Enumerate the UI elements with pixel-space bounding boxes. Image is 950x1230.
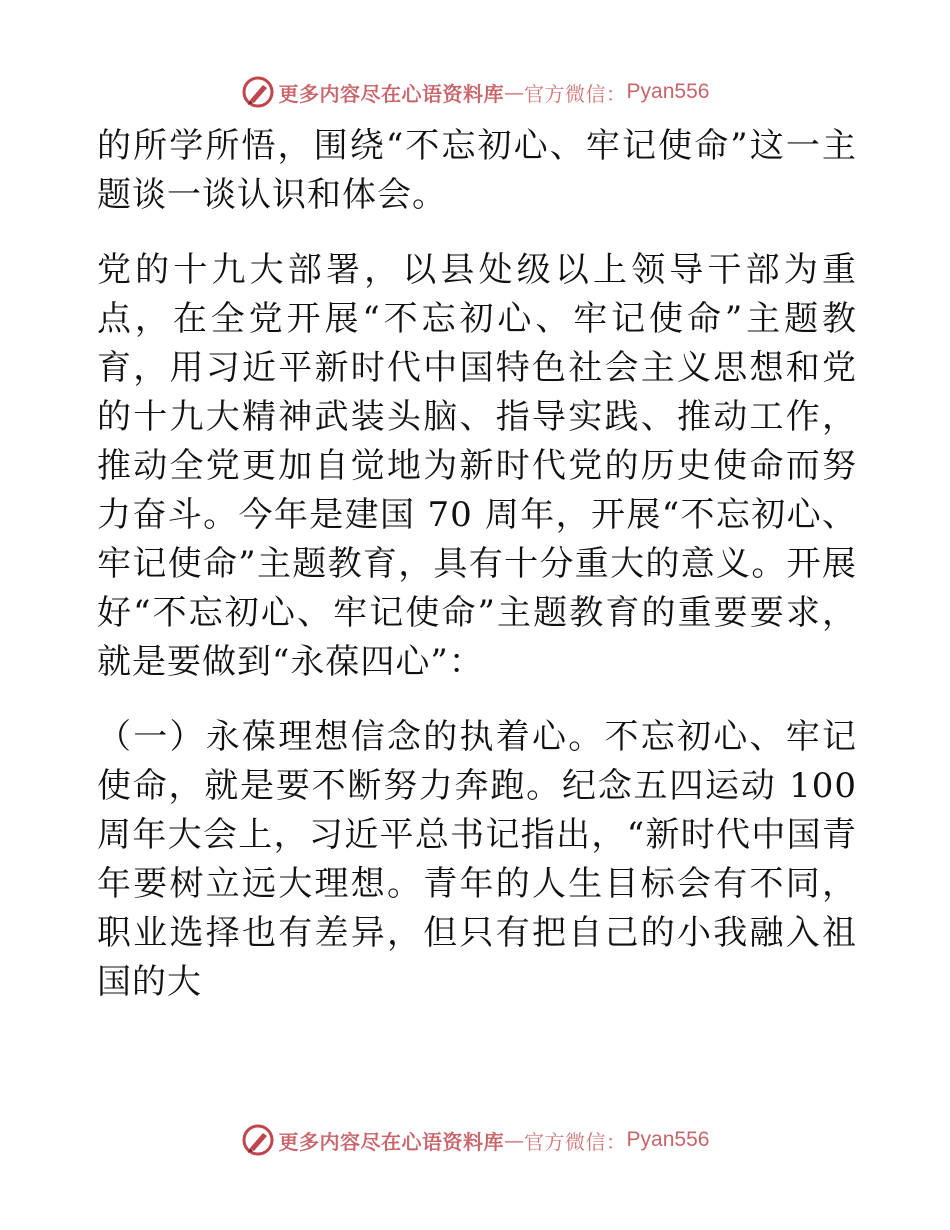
watermark-wechat-id: Pyan556 bbox=[626, 80, 710, 103]
watermark-wechat-label: 官方微信： bbox=[524, 81, 627, 106]
watermark-separator: — bbox=[504, 1128, 525, 1152]
watermark-wechat-label: 官方微信： bbox=[524, 1129, 627, 1154]
watermark-site-text: 更多内容尽在心语资料库 bbox=[278, 1129, 505, 1154]
watermark-site-text: 更多内容尽在心语资料库 bbox=[278, 81, 505, 106]
pen-logo-icon bbox=[241, 75, 275, 109]
paragraph-2: 党的十九大部署，以县处级以上领导干部为重点，在全党开展“不忘初心、牢记使命”主题教育，用习近平新时代中国特色社会主义思想和党的十九大精神武装头脑、指导实践、推动工作，推动全党更加自觉地为新时代党的历史使命而努力奋斗。今年是建国 70 周年，开展“不忘初心、牢记使命”主题教育，具有十分重大的意义。开展好“不忘初心、牢记使命”主题教育的重要要求，就是要做到“永葆四心”： bbox=[97, 250, 857, 682]
paragraph-1: 的所学所悟，围绕“不忘初心、牢记使命”这一主题谈一谈认识和体会。 bbox=[97, 126, 857, 215]
paragraph-3: （一）永葆理想信念的执着心。不忘初心、牢记使命，就是要不断努力奔跑。纪念五四运动 100 周年大会上，习近平总书记指出，“新时代中国青年要树立远大理想。青年的人生目标会有不同，职业选择也有差异，但只有把自己的小我融入祖国的大 bbox=[97, 717, 857, 1002]
watermark-separator: — bbox=[504, 80, 525, 104]
pen-logo-icon bbox=[241, 1123, 275, 1157]
watermark-wechat-id: Pyan556 bbox=[626, 1128, 710, 1151]
footer-watermark bbox=[0, 1120, 950, 1160]
header-watermark bbox=[0, 72, 950, 112]
document-body bbox=[97, 122, 857, 1033]
